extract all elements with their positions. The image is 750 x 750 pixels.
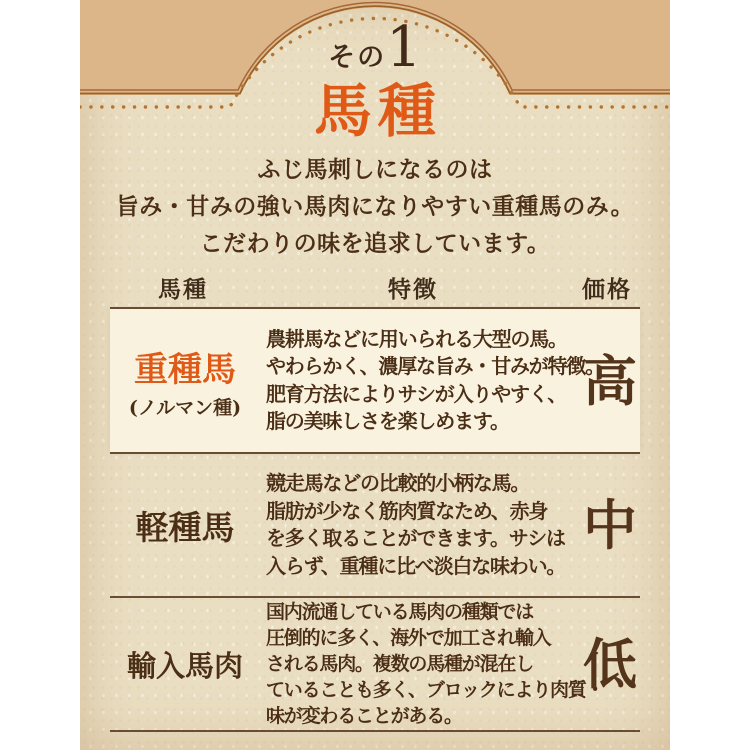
breed-cell [110,454,260,596]
feature-line: を多く取ることができます。サシは [266,526,565,550]
breed-cell [110,309,260,452]
breed-name: 軽種馬 [135,507,235,547]
price-cell: 中 [583,493,637,557]
feature-line: 農耕馬などに用いられる大型の馬。 [266,326,567,351]
table-row [110,598,640,730]
part-label [80,15,670,80]
content-panel [80,0,670,750]
column-header-feature: 特徴 [388,276,438,303]
breed-name: 重種馬 [134,349,236,390]
intro-line: 旨み・甘みの強い馬肉になりやすい重種馬のみ。 [115,193,635,220]
table-row [110,309,640,452]
feature-line: 脂肪が少なく筋肉質なため、赤身 [266,498,548,523]
feature-line: 競走馬などの比較的小柄な馬。 [266,471,530,495]
feature-line: 圧倒的に多く、海外で加工され輸入 [266,627,551,649]
price-cell: 高 [583,348,637,413]
breed-note: (ノルマン種) [128,396,242,419]
intro-text [80,151,670,262]
features-cell [266,454,596,596]
column-header-price: 価格 [582,276,632,303]
intro-line: こだわりの味を追求しています。 [199,230,551,257]
feature-line: される馬肉。複数の馬種が混在し [266,653,534,675]
feature-line: ていることも多く、ブロックにより肉質・ [266,679,604,701]
feature-line: 入らず、重種に比べ淡白な味わい。 [266,553,566,578]
table-header [80,271,670,305]
table-row [110,454,640,596]
part-prefix: その [328,42,387,73]
page-title: 馬種 [313,77,442,145]
feature-line: 味が変わることがある。 [266,705,462,727]
intro-line: ふじ馬刺しになるのは [257,156,493,183]
feature-line: やわらかく、濃厚な旨み・甘みが特徴。 [266,354,604,378]
features-cell [266,598,604,730]
part-number: 1 [386,15,422,80]
column-header-breed: 馬種 [158,276,208,303]
table-rule [110,730,640,732]
feature-line: 脂の美味しさを楽しめます。 [266,409,509,433]
price-cell: 低 [583,632,637,696]
features-cell [266,309,604,452]
breed-name: 輸入馬肉 [126,648,243,683]
breed-cell [110,598,260,730]
feature-line: 国内流通している馬肉の種類では [266,601,534,623]
feature-line: 肥育方法によりサシが入りやすく、 [266,381,566,406]
